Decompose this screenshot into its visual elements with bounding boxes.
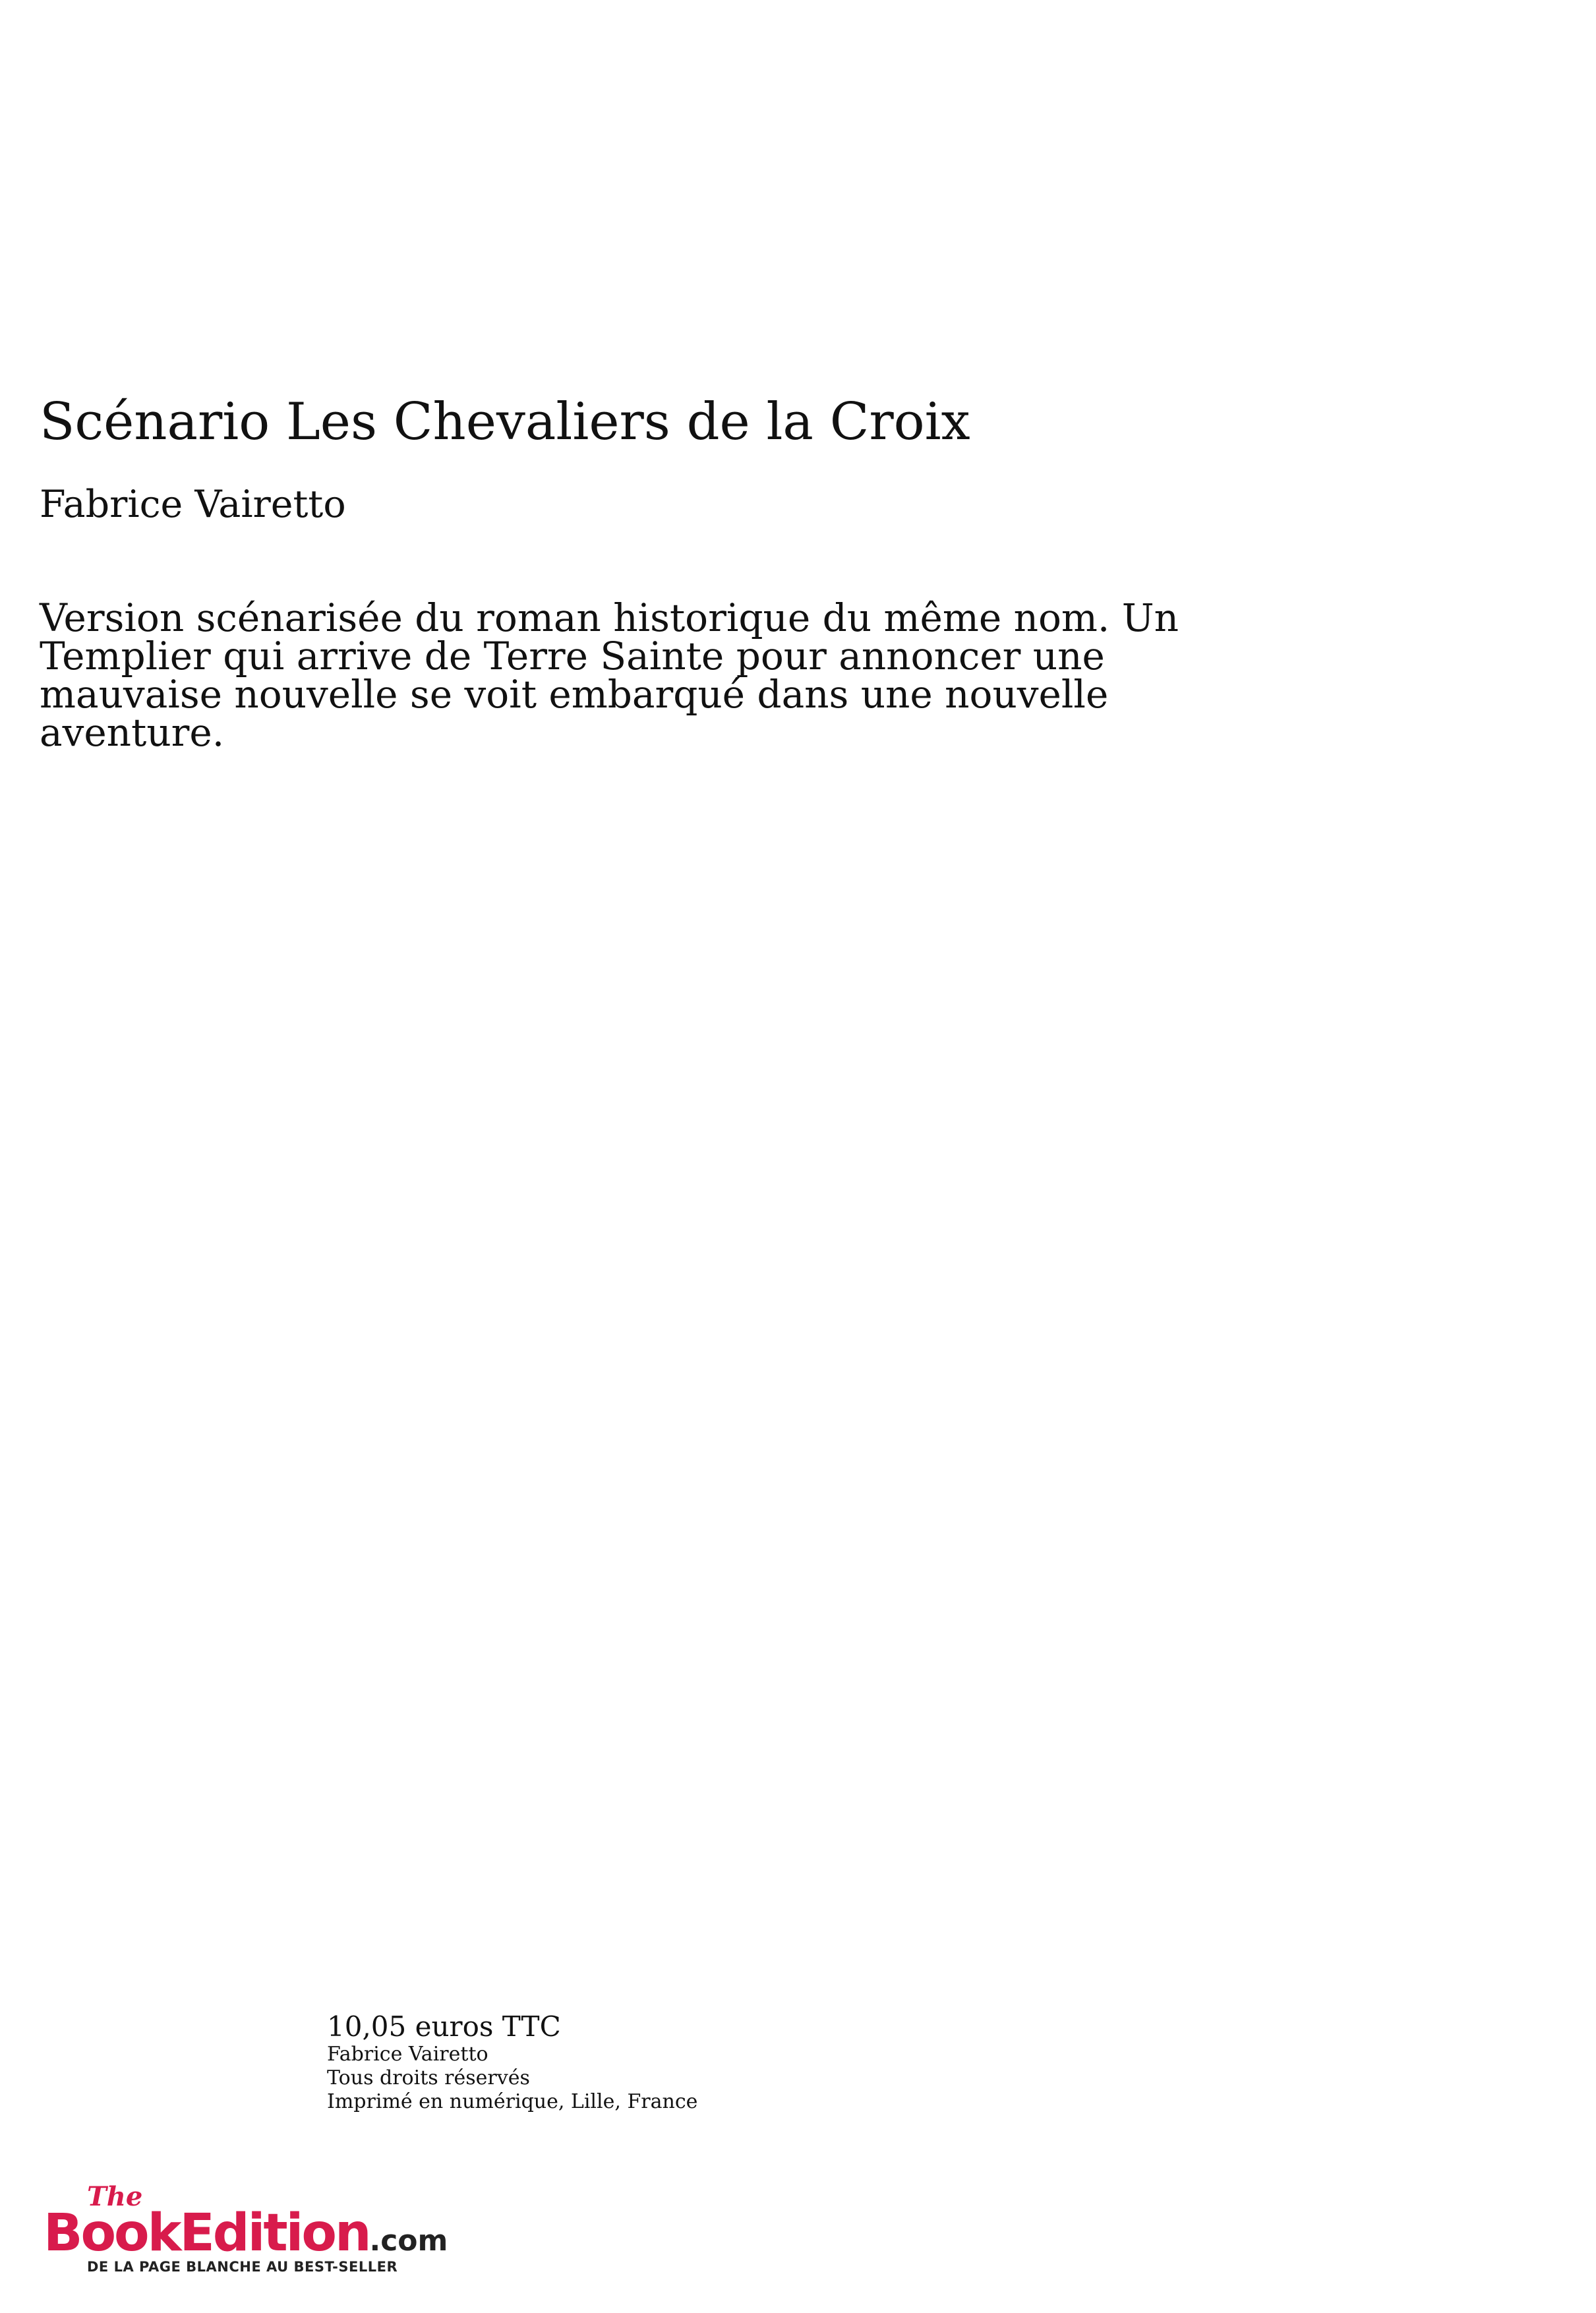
thebookedition-logo — [44, 2181, 452, 2273]
book-title: Scénario Les Chevaliers de la Croix — [40, 392, 970, 452]
book-summary: Version scénarisée du roman historique du même nom. Un Templier qui arrive de Terre Sainte pour annoncer une mauvaise nouvelle se voit embarqué dans une nouvelle aventure. — [40, 595, 1179, 755]
rights-notice: Tous droits réservés — [327, 2066, 530, 2089]
book-author: Fabrice Vairetto — [40, 483, 346, 526]
logo-the-text: The — [87, 2181, 143, 2212]
logo-brand-text: BookEdition — [44, 2204, 370, 2263]
logo-brand — [44, 2204, 448, 2263]
imprint-block — [327, 2011, 697, 2114]
imprint-author: Fabrice Vairetto — [327, 2043, 488, 2066]
logo-domain-text: .com — [369, 2224, 448, 2258]
price-label: 10,05 euros TTC — [327, 2010, 561, 2043]
printing-info: Imprimé en numérique, Lille, France — [327, 2090, 698, 2113]
logo-tagline: DE LA PAGE BLANCHE AU BEST-SELLER — [87, 2259, 398, 2275]
